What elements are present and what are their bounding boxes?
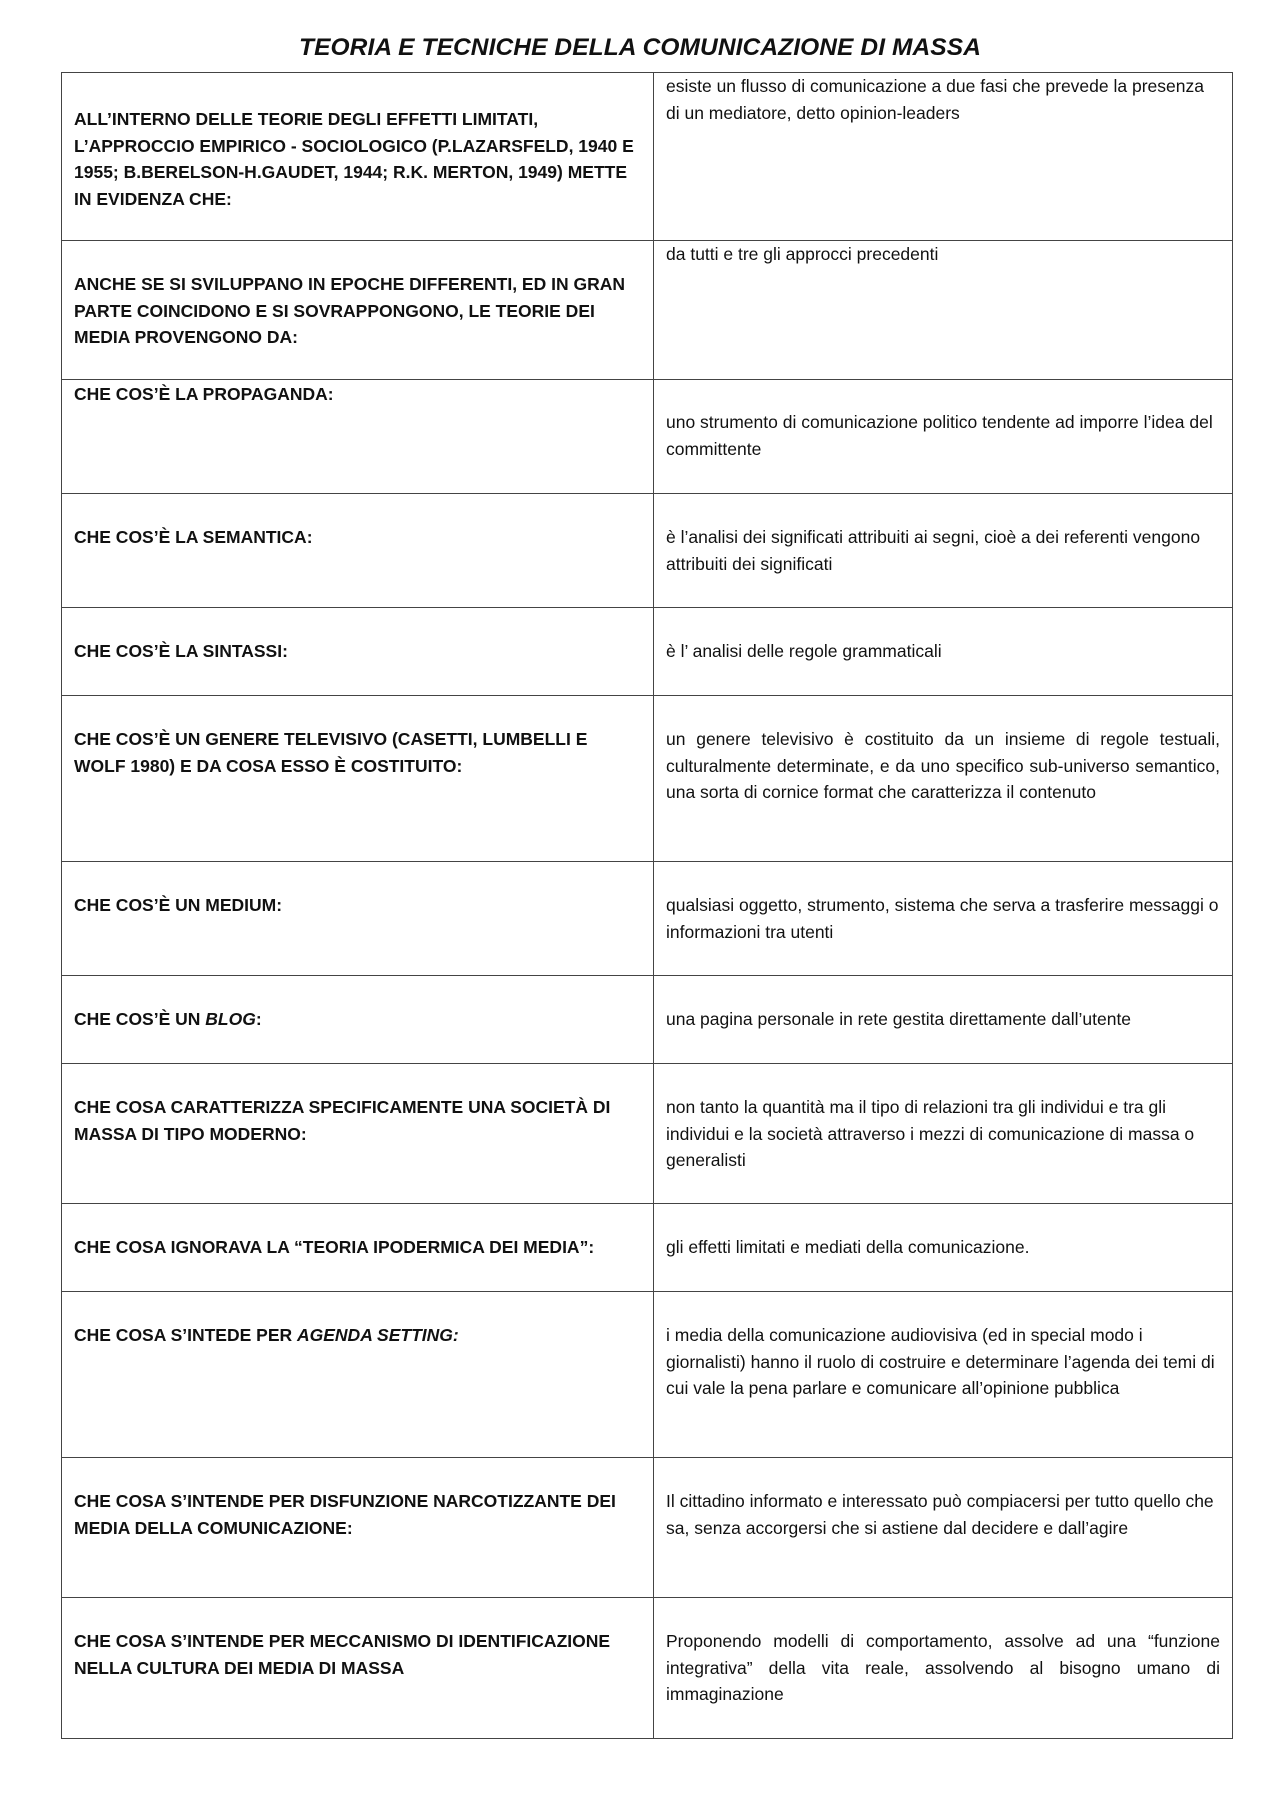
table-row bbox=[62, 1292, 1233, 1458]
answer-cell: da tutti e tre gli approcci precedenti bbox=[654, 241, 1233, 380]
question-cell: CHE COS’È UN GENERE TELEVISIVO (CASETTI, LUMBELLI E WOLF 1980) E DA COSA ESSO È COSTITUITO: bbox=[62, 696, 654, 862]
answer-cell: è l’analisi dei significati attribuiti ai segni, cioè a dei referenti vengono attribuiti dei significati bbox=[654, 494, 1233, 608]
table-row bbox=[62, 241, 1233, 380]
answer-cell: un genere televisivo è costituito da un insieme di regole testuali, culturalmente determinate, e da uno specifico sub-universo semantico, una sorta di cornice format che caratterizza il contenuto bbox=[654, 696, 1233, 862]
table-row bbox=[62, 494, 1233, 608]
question-cell bbox=[62, 1292, 654, 1458]
question-cell bbox=[62, 976, 654, 1064]
question-cell: CHE COS’È LA PROPAGANDA: bbox=[62, 380, 654, 494]
table-row bbox=[62, 1598, 1233, 1739]
question-cell: ALL’INTERNO DELLE TEORIE DEGLI EFFETTI LIMITATI, L’APPROCCIO EMPIRICO - SOCIOLOGICO (P.LAZARSFELD, 1940 E 1955; B.BERELSON-H.GAUDET, 1944; R.K. MERTON, 1949) METTE IN EVIDENZA CHE: bbox=[62, 73, 654, 241]
question-text: CHE COS’È UN bbox=[74, 1009, 206, 1029]
table-row bbox=[62, 1064, 1233, 1204]
answer-cell: uno strumento di comunicazione politico tendente ad imporre l’idea del committente bbox=[654, 380, 1233, 494]
question-cell: CHE COS’È LA SINTASSI: bbox=[62, 608, 654, 696]
question-cell: CHE COSA CARATTERIZZA SPECIFICAMENTE UNA SOCIETÀ DI MASSA DI TIPO MODERNO: bbox=[62, 1064, 654, 1204]
document-title: TEORIA E TECNICHE DELLA COMUNICAZIONE DI MASSA bbox=[299, 34, 981, 61]
table-row bbox=[62, 1204, 1233, 1292]
answer-cell: è l’ analisi delle regole grammaticali bbox=[654, 608, 1233, 696]
table-row bbox=[62, 862, 1233, 976]
table-row bbox=[62, 73, 1233, 241]
answer-cell: esiste un flusso di comunicazione a due fasi che prevede la presenza di un mediatore, detto opinion-leaders bbox=[654, 73, 1233, 241]
question-cell: CHE COS’È UN MEDIUM: bbox=[62, 862, 654, 976]
answer-cell: non tanto la quantità ma il tipo di relazioni tra gli individui e tra gli individui e la società attraverso i mezzi di comunicazione di massa o generalisti bbox=[654, 1064, 1233, 1204]
table-row bbox=[62, 696, 1233, 862]
question-cell: CHE COS’È LA SEMANTICA: bbox=[62, 494, 654, 608]
answer-cell: una pagina personale in rete gestita direttamente dall’utente bbox=[654, 976, 1233, 1064]
question-cell: ANCHE SE SI SVILUPPANO IN EPOCHE DIFFERENTI, ED IN GRAN PARTE COINCIDONO E SI SOVRAPPONGONO, LE TEORIE DEI MEDIA PROVENGONO DA: bbox=[62, 241, 654, 380]
answer-cell: i media della comunicazione audiovisiva (ed in special modo i giornalisti) hanno il ruolo di costruire e determinare l’agenda dei temi di cui vale la pena parlare e comunicare all’opinione pubblica bbox=[654, 1292, 1233, 1458]
answer-cell: gli effetti limitati e mediati della comunicazione. bbox=[654, 1204, 1233, 1292]
qa-table bbox=[61, 72, 1233, 1739]
table-row bbox=[62, 608, 1233, 696]
question-emphasis: AGENDA SETTING: bbox=[297, 1325, 459, 1345]
question-cell: CHE COSA S’INTENDE PER MECCANISMO DI IDENTIFICAZIONE NELLA CULTURA DEI MEDIA DI MASSA bbox=[62, 1598, 654, 1739]
table-row bbox=[62, 976, 1233, 1064]
question-cell: CHE COSA S’INTENDE PER DISFUNZIONE NARCOTIZZANTE DEI MEDIA DELLA COMUNICAZIONE: bbox=[62, 1458, 654, 1598]
answer-cell: Proponendo modelli di comportamento, assolve ad una “funzione integrativa” della vita reale, assolvendo al bisogno umano di immaginazione bbox=[654, 1598, 1233, 1739]
answer-cell: Il cittadino informato e interessato può compiacersi per tutto quello che sa, senza accorgersi che si astiene dal decidere e dall’agire bbox=[654, 1458, 1233, 1598]
question-text: : bbox=[255, 1009, 262, 1029]
answer-cell: qualsiasi oggetto, strumento, sistema che serva a trasferire messaggi o informazioni tra utenti bbox=[654, 862, 1233, 976]
table-row bbox=[62, 380, 1233, 494]
table-row bbox=[62, 1458, 1233, 1598]
question-emphasis: BLOG bbox=[205, 1009, 256, 1029]
question-cell: CHE COSA IGNORAVA LA “TEORIA IPODERMICA DEI MEDIA”: bbox=[62, 1204, 654, 1292]
question-text: CHE COSA S’INTEDE PER bbox=[74, 1325, 297, 1345]
